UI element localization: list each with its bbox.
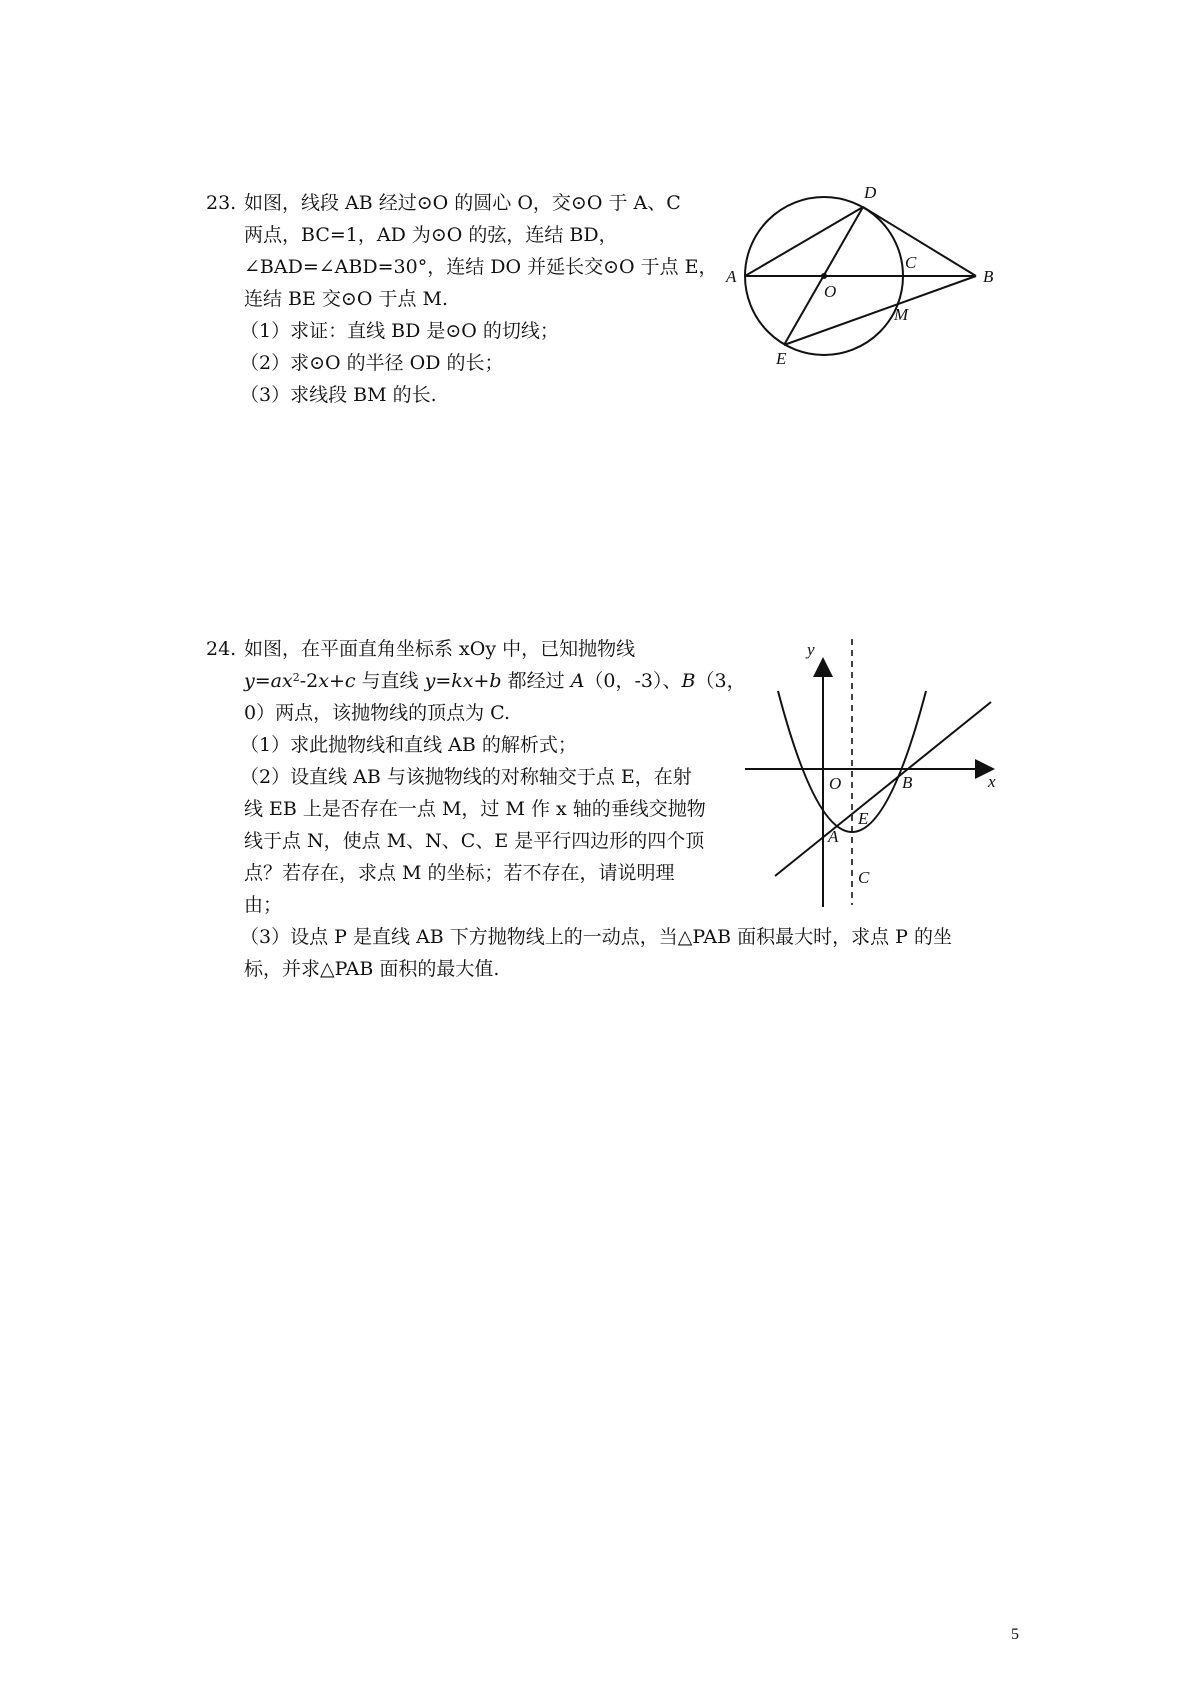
page-number: 5 <box>1011 1626 1019 1643</box>
line-ab <box>775 702 991 876</box>
question-text-line: 连结 BE 交⊙O 于点 M. <box>244 288 448 310</box>
segment-be <box>784 276 976 345</box>
label-d: D <box>864 183 877 202</box>
question-text-line: $y=ax^2-2x+c$ 与直线 y=kx+b 都经过 A（0，-3）、B（3， <box>244 670 746 692</box>
question-23 <box>206 187 718 411</box>
question-number: 24. <box>206 638 237 660</box>
circle-tangent-figure <box>720 178 1010 368</box>
sub-question-3: （3）设点 P 是直线 AB 下方抛物线上的一动点，当△PAB 面积最大时，求点 P 的坐 <box>240 926 952 948</box>
sub-question-2: （2）设直线 AB 与该抛物线的对称轴交于点 E，在射 <box>240 766 692 788</box>
center-point <box>821 273 827 279</box>
label-m: M <box>894 305 909 324</box>
chord-ad <box>745 207 863 276</box>
question-text-line: 0）两点，该抛物线的顶点为 C. <box>244 702 511 724</box>
question-text-line: 两点，BC=1，AD 为⊙O 的弦，连结 BD， <box>244 224 618 246</box>
label-a: A <box>726 267 737 286</box>
label-a: A <box>828 827 839 846</box>
label-o: O <box>824 282 837 301</box>
sub-question-1: （1）求此抛物线和直线 AB 的解析式； <box>240 734 577 756</box>
label-e: E <box>776 349 787 368</box>
sub-question-2-cont: 由； <box>244 894 283 916</box>
label-c: C <box>858 868 870 887</box>
label-o: O <box>829 774 842 793</box>
sub-question-1: （1）求证：直线 BD 是⊙O 的切线； <box>240 320 559 342</box>
sub-question-2: （2）求⊙O 的半径 OD 的长； <box>240 352 504 374</box>
question-text-line: 如图，线段 AB 经过⊙O 的圆心 O，交⊙O 于 A、C <box>244 192 681 214</box>
sub-question-2-cont: 线于点 N，使点 M、N、C、E 是平行四边形的四个顶 <box>244 830 705 852</box>
sub-question-2-cont: 线 EB 上是否存在一点 M，过 M 作 x 轴的垂线交抛物 <box>244 798 706 820</box>
sub-question-3: （3）求线段 BM 的长. <box>240 384 437 406</box>
label-y: y <box>807 640 815 659</box>
label-b: B <box>983 267 994 286</box>
question-number: 23. <box>206 192 237 214</box>
label-b: B <box>902 773 913 792</box>
question-text-line: 如图，在平面直角坐标系 xOy 中，已知抛物线 <box>244 638 636 660</box>
sub-question-2-cont: 点？若存在，求点 M 的坐标；若不存在，请说明理 <box>244 862 675 884</box>
label-c: C <box>905 253 917 272</box>
parabola-figure <box>745 635 1010 910</box>
label-x: x <box>988 772 996 791</box>
segment-bd <box>863 207 976 276</box>
question-text-line: ∠BAD=∠ABD=30°，连结 DO 并延长交⊙O 于点 E， <box>244 256 718 278</box>
sub-question-3-cont: 标，并求△PAB 面积的最大值. <box>244 958 500 980</box>
label-e: E <box>858 809 869 828</box>
